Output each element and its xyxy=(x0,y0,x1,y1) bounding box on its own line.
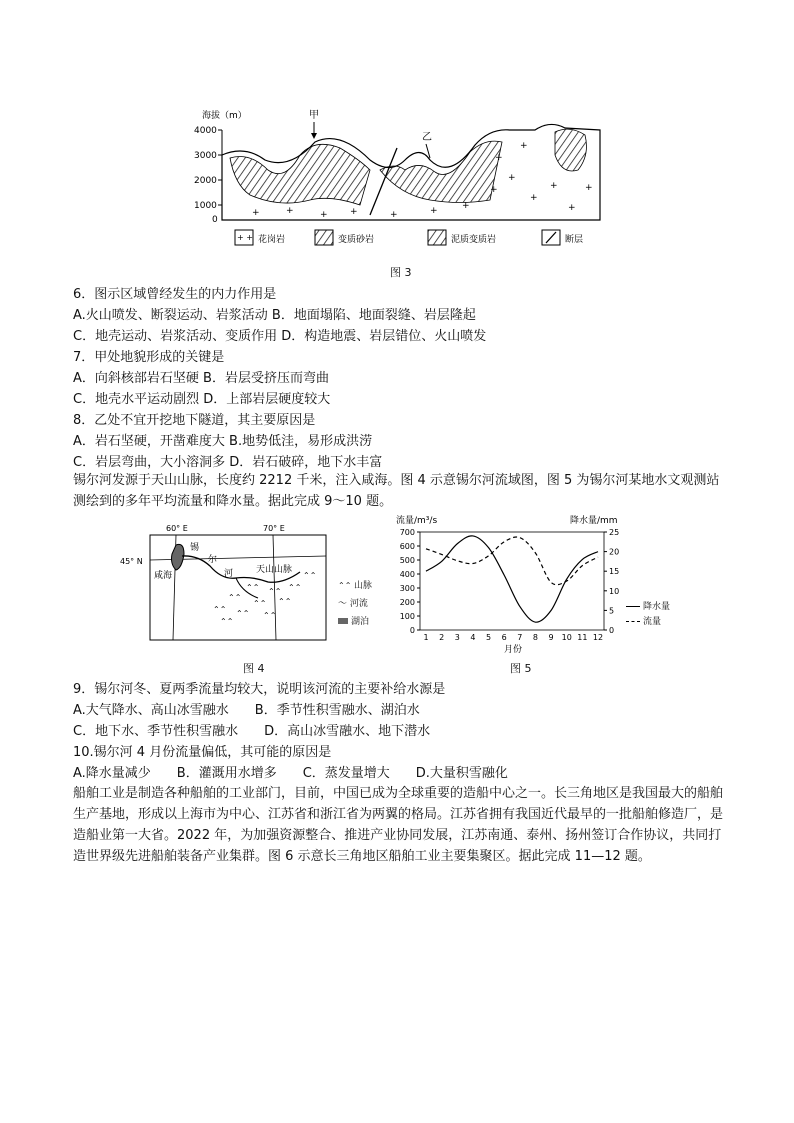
chart-left-tick-label: 200 xyxy=(399,598,415,607)
svg-text:+: + xyxy=(350,207,358,217)
fig5-legend xyxy=(626,600,670,630)
chart-series-precipitation xyxy=(426,536,598,622)
chart-x-tick-label: 1 xyxy=(423,633,429,642)
svg-text:⌃⌃: ⌃⌃ xyxy=(236,609,250,618)
chart-left-tick-label: 100 xyxy=(399,612,415,621)
chart-x-tick-label: 7 xyxy=(517,633,523,642)
fig3-y-tick: 4000 xyxy=(194,126,217,136)
chart-right-tick-label: 25 xyxy=(609,528,620,537)
fig4-label-xi: 锡 xyxy=(190,543,200,553)
fig4-legend-river: 河流 xyxy=(349,599,368,609)
svg-text:⌃⌃: ⌃⌃ xyxy=(278,597,292,606)
svg-text:⌃⌃: ⌃⌃ xyxy=(263,611,277,620)
fig4-label-tianshan: 天山山脉 xyxy=(256,565,293,575)
chart-x-tick-label: 6 xyxy=(501,633,507,642)
fig4-lat-45: 45° N xyxy=(120,557,143,566)
figure-5 xyxy=(390,512,690,662)
fig3-y-axis-label: 海拔（m） xyxy=(202,111,247,121)
q6-stem: 6．图示区域曾经发生的内力作用是 xyxy=(73,287,277,302)
q6-options-1: A.火山喷发、断裂运动、岩浆活动 B．地面塌陷、地面裂缝、岩层隆起 xyxy=(73,308,476,323)
fig3-label-yi: 乙 xyxy=(422,132,432,143)
chart-xlabel: 月份 xyxy=(504,645,523,655)
legend-flow: 流量 xyxy=(643,617,662,627)
q10-options: A.降水量减少 B．灌溉用水增多 C．蒸发量增大 D.大量积雪融化 xyxy=(73,766,508,781)
svg-text:⌃⌃: ⌃⌃ xyxy=(213,605,227,614)
svg-text:+: + xyxy=(286,206,294,216)
svg-text:+: + xyxy=(252,208,260,218)
svg-text:⌃⌃: ⌃⌃ xyxy=(220,617,234,626)
fig3-caption: 图 3 xyxy=(390,266,412,279)
q7-options-1: A．向斜核部岩石坚硬 B．岩层受挤压而弯曲 xyxy=(73,371,329,386)
svg-text:+: + xyxy=(390,210,398,220)
svg-text:+: + xyxy=(508,173,516,183)
svg-text:+: + xyxy=(530,193,538,203)
chart-ylabel-right: 降水量/mm xyxy=(570,516,618,526)
svg-text:+: + xyxy=(585,183,593,193)
fig4-legend-lake: 湖泊 xyxy=(351,617,370,627)
fig4-legend: ⌃⌃ 山脉 〜 河流 湖泊 xyxy=(338,581,372,627)
svg-text:+: + xyxy=(568,203,576,213)
fig3-label-jia: 甲 xyxy=(309,110,319,121)
fig3-legend-granite: 花岗岩 xyxy=(258,235,286,245)
q9-options-2: C．地下水、季节性积雪融水 D．高山冰雪融水、地下潜水 xyxy=(73,724,431,739)
chart-right-tick-label: 10 xyxy=(609,586,620,596)
svg-text:⌃⌃: ⌃⌃ xyxy=(246,583,260,592)
chart-x-tick-label: 12 xyxy=(592,633,604,642)
fig3-legend-sandstone: 变质砂岩 xyxy=(338,235,375,245)
svg-text:+: + xyxy=(320,210,328,220)
svg-text:⌃⌃: ⌃⌃ xyxy=(303,571,317,580)
svg-text:⌃⌃: ⌃⌃ xyxy=(253,599,267,608)
chart-right-tick-label: 0 xyxy=(609,626,615,635)
fig4-caption: 图 4 xyxy=(243,662,265,675)
chart-x-tick-label: 8 xyxy=(532,633,539,642)
fig4-label-he: 河 xyxy=(224,569,234,579)
svg-text:+: + xyxy=(520,141,528,151)
fig4-legend-mountain: 山脉 xyxy=(353,581,372,591)
fig5-caption: 图 5 xyxy=(510,662,532,675)
chart-series-flow xyxy=(426,537,598,585)
chart-left-tick-label: 600 xyxy=(399,542,415,551)
fig4-lon-70: 70° E xyxy=(263,524,285,533)
intro-xier-river: 锡尔河发源于天山山脉，长度约 2212 千米，注入咸海。图 4 示意锡尔河流域图，图 5 为锡尔河某地水文观测站测绘到的多年平均流量和降水量。据此完成 9～10 题。 xyxy=(73,473,720,509)
svg-text:⌃⌃: ⌃⌃ xyxy=(268,587,282,596)
chart-left-tick-label: 500 xyxy=(399,556,415,565)
legend-precipitation: 降水量 xyxy=(643,602,671,612)
chart-x-tick-label: 2 xyxy=(439,633,445,642)
svg-text:+ +: + + xyxy=(237,233,253,242)
q6-options-2: C．地壳运动、岩浆活动、变质作用 D．构造地震、岩层错位、火山喷发 xyxy=(73,329,487,344)
chart-x-tick-label: 9 xyxy=(548,633,554,642)
chart-right-tick-label: 5 xyxy=(609,606,615,616)
q7-stem: 7．甲处地貌形成的关键是 xyxy=(73,350,225,365)
chart-left-tick-label: 0 xyxy=(409,626,415,635)
chart-x-tick-label: 5 xyxy=(485,633,492,642)
fig3-legend-fault: 断层 xyxy=(565,235,584,245)
chart-left-tick-label: 700 xyxy=(399,528,415,537)
q10-stem: 10.锡尔河 4 月份流量偏低，其可能的原因是 xyxy=(73,745,332,760)
fig3-y-tick: 2000 xyxy=(194,176,217,186)
svg-text:+: + xyxy=(462,201,470,211)
svg-text:+: + xyxy=(490,185,498,195)
svg-text:⌃⌃: ⌃⌃ xyxy=(228,593,242,602)
chart-ylabel-left: 流量/m³/s xyxy=(396,516,438,526)
intro-shipbuilding: 船舶工业是制造各种船舶的工业部门，目前，中国已成为全球重要的造船中心之一。长三角地区是我国最大的船舶生产基地，形成以上海市为中心、江苏省和浙江省为两翼的格局。江苏省拥有我国近代最早的一批船舶修造厂，是造船业第一大省。2022 年，为加强资源整合、推进产业协同发展，江苏南通、泰州、扬州签订合作协议，共同打造世界级先进船舶装备产业集群。图 6 示意长三角地区船舶工业主要集聚区。据此完成 11—12 题。 xyxy=(73,786,724,864)
chart-x-tick-label: 3 xyxy=(454,633,460,642)
svg-text:+: + xyxy=(495,153,503,163)
q8-options-1: A．岩石坚硬，开凿难度大 B.地势低洼，易形成洪涝 xyxy=(73,434,373,449)
figure-3 xyxy=(190,100,610,260)
chart-left-tick-label: 300 xyxy=(399,584,415,593)
fig3-y-tick: 1000 xyxy=(194,201,217,211)
svg-text:+: + xyxy=(550,181,558,191)
q7-options-2: C．地壳水平运动剧烈 D．上部岩层硬度较大 xyxy=(73,392,331,407)
fig4-lon-60: 60° E xyxy=(166,524,188,533)
q8-options-2: C．岩层弯曲，大小溶洞多 D．岩石破碎，地下水丰富 xyxy=(73,455,383,470)
chart-x-tick-label: 10 xyxy=(561,633,572,642)
chart-right-tick-label: 15 xyxy=(609,567,620,577)
fig3-y-tick: 3000 xyxy=(194,151,217,161)
q8-stem: 8．乙处不宜开挖地下隧道，其主要原因是 xyxy=(73,413,316,428)
svg-text:⌃⌃: ⌃⌃ xyxy=(288,583,302,592)
fig4-label-xianhai: 咸海 xyxy=(154,571,173,581)
chart-right-tick-label: 20 xyxy=(609,547,620,557)
q9-stem: 9．锡尔河冬、夏两季流量均较大，说明该河流的主要补给水源是 xyxy=(73,682,446,697)
fig4-label-er: 尔 xyxy=(208,555,218,565)
fig3-y-tick: 0 xyxy=(212,215,218,225)
figure-4 xyxy=(118,520,338,645)
q9-options-1: A.大气降水、高山冰雪融水 B．季节性积雪融水、湖泊水 xyxy=(73,703,420,718)
svg-text:+: + xyxy=(430,206,438,216)
fig3-legend-schist: 泥质变质岩 xyxy=(451,235,497,245)
chart-left-tick-label: 400 xyxy=(399,570,415,579)
chart-x-tick-label: 4 xyxy=(470,633,476,642)
chart-x-tick-label: 11 xyxy=(577,633,588,642)
chart-frame xyxy=(420,532,604,630)
